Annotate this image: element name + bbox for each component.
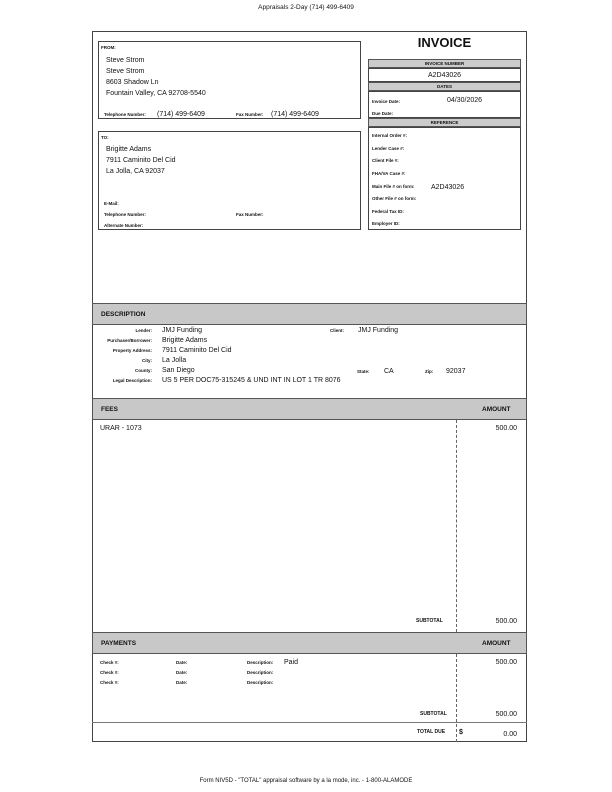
client-value: JMJ Funding	[358, 327, 399, 334]
payments-subtotal: 500.00	[495, 711, 517, 718]
from-line-1: Steve Strom	[106, 57, 145, 64]
date-label-3: Date:	[176, 680, 188, 685]
reference-main-file-label: Main File # on form:	[372, 184, 415, 189]
from-fax-label: Fax Number:	[236, 112, 264, 117]
reference-tax-id-label: Federal Tax ID:	[372, 209, 404, 214]
reference-main-file: A2D43026	[431, 184, 465, 191]
city-label: City:	[142, 358, 152, 363]
invoice-title: INVOICE	[417, 35, 472, 50]
fees-subtotal-label: SUBTOTAL	[416, 618, 443, 624]
reference-fha-label: FHA/VA Case #:	[372, 171, 406, 176]
payments-amount-header: AMOUNT	[482, 640, 511, 647]
to-email-label: E-Mail:	[104, 201, 119, 206]
payment-description-1: Paid	[284, 659, 299, 666]
invoice-number-box	[368, 68, 521, 82]
desc-label-1: Description:	[247, 660, 274, 665]
city-value: La Jolla	[162, 357, 187, 364]
from-telephone: (714) 499-6409	[157, 111, 205, 118]
from-line-2: Steve Strom	[106, 68, 145, 75]
total-due-label: TOTAL DUE	[417, 729, 446, 735]
fees-amount-header: AMOUNT	[482, 406, 511, 413]
invoice-date-label: Invoice Date:	[372, 99, 401, 104]
zip-label: Zip:	[425, 369, 434, 374]
borrower-label: Purchaser/Borrower:	[107, 338, 152, 343]
payment-amount-1: 500.00	[495, 659, 517, 666]
property-address-label: Property Address:	[112, 348, 152, 353]
page-footer: Form NIV5D - "TOTAL" appraisal software by a la mode, inc. - 1-800-ALAMODE	[199, 778, 413, 784]
from-line-4: Fountain Valley, CA 92708-5540	[106, 90, 206, 97]
property-address-value: 7911 Caminito Del Cid	[162, 347, 232, 354]
state-label: State:	[357, 369, 370, 374]
to-line-1: Brigitte Adams	[106, 146, 152, 153]
total-due: 0.00	[503, 731, 517, 738]
from-box	[98, 41, 361, 119]
from-label: FROM:	[101, 45, 116, 50]
reference-other-file-label: Other File # on form:	[372, 196, 417, 201]
payments-subtotal-label: SUBTOTAL	[420, 711, 447, 717]
reference-lender-case-label: Lender Case #:	[372, 146, 405, 151]
dates-header: DATES	[368, 82, 521, 91]
to-line-3: La Jolla, CA 92037	[106, 168, 165, 175]
from-line-3: 8603 Shadow Ln	[106, 79, 159, 86]
total-divider	[92, 722, 527, 723]
legal-description-label: Legal Description:	[112, 378, 152, 383]
state-value: CA	[384, 368, 394, 375]
desc-label-3: Description:	[247, 680, 274, 685]
fee-item-name: URAR - 1073	[100, 425, 142, 432]
lender-label: Lender:	[135, 328, 152, 333]
description-title: DESCRIPTION	[101, 311, 146, 318]
date-label-1: Date:	[176, 660, 188, 665]
fees-subtotal: 500.00	[495, 618, 517, 625]
from-telephone-label: Telephone Number:	[104, 112, 146, 117]
description-bar	[92, 303, 527, 325]
to-alternate-label: Alternate Number:	[104, 223, 144, 228]
client-label: Client:	[330, 328, 344, 333]
reference-box	[368, 127, 521, 230]
check-label-1: Check #:	[100, 660, 119, 665]
currency-symbol: $	[459, 729, 463, 736]
to-label: TO:	[101, 135, 109, 140]
to-box	[98, 131, 361, 230]
to-fax-label: Fax Number:	[236, 212, 264, 217]
fees-title: FEES	[101, 406, 118, 413]
invoice-date: 04/30/2026	[447, 97, 483, 104]
payments-column-divider	[456, 654, 457, 742]
from-fax: (714) 499-6409	[271, 111, 319, 118]
date-label-2: Date:	[176, 670, 188, 675]
to-line-2: 7911 Caminito Del Cid	[106, 157, 176, 164]
page-header: Appraisals 2-Day (714) 499-6409	[258, 4, 354, 11]
invoice-number: A2D43026	[427, 72, 462, 79]
reference-header: REFERENCE	[368, 118, 521, 127]
fees-bar	[92, 398, 527, 420]
to-telephone-label: Telephone Number:	[104, 212, 146, 217]
reference-internal-order-label: Internal Order #:	[372, 133, 408, 138]
check-label-2: Check #:	[100, 670, 119, 675]
reference-client-file-label: Client File #:	[372, 158, 399, 163]
reference-employer-id-label: Employer ID:	[372, 221, 400, 226]
county-label: County:	[135, 368, 152, 373]
zip-value: 92037	[446, 368, 466, 375]
payments-title: PAYMENTS	[101, 640, 137, 647]
invoice-number-header: INVOICE NUMBER	[368, 59, 521, 68]
legal-description-value: US 5 PER DOC75-315245 & UND INT IN LOT 1 TR 8076	[162, 377, 341, 384]
borrower-value: Brigitte Adams	[162, 337, 208, 344]
check-label-3: Check #:	[100, 680, 119, 685]
dates-box	[368, 91, 521, 118]
county-value: San Diego	[162, 367, 195, 374]
lender-value: JMJ Funding	[162, 327, 203, 334]
fee-item-amount: 500.00	[495, 425, 517, 432]
desc-label-2: Description:	[247, 670, 274, 675]
fees-column-divider	[456, 420, 457, 632]
due-date-label: Due Date:	[372, 111, 394, 116]
payments-bar	[92, 632, 527, 654]
